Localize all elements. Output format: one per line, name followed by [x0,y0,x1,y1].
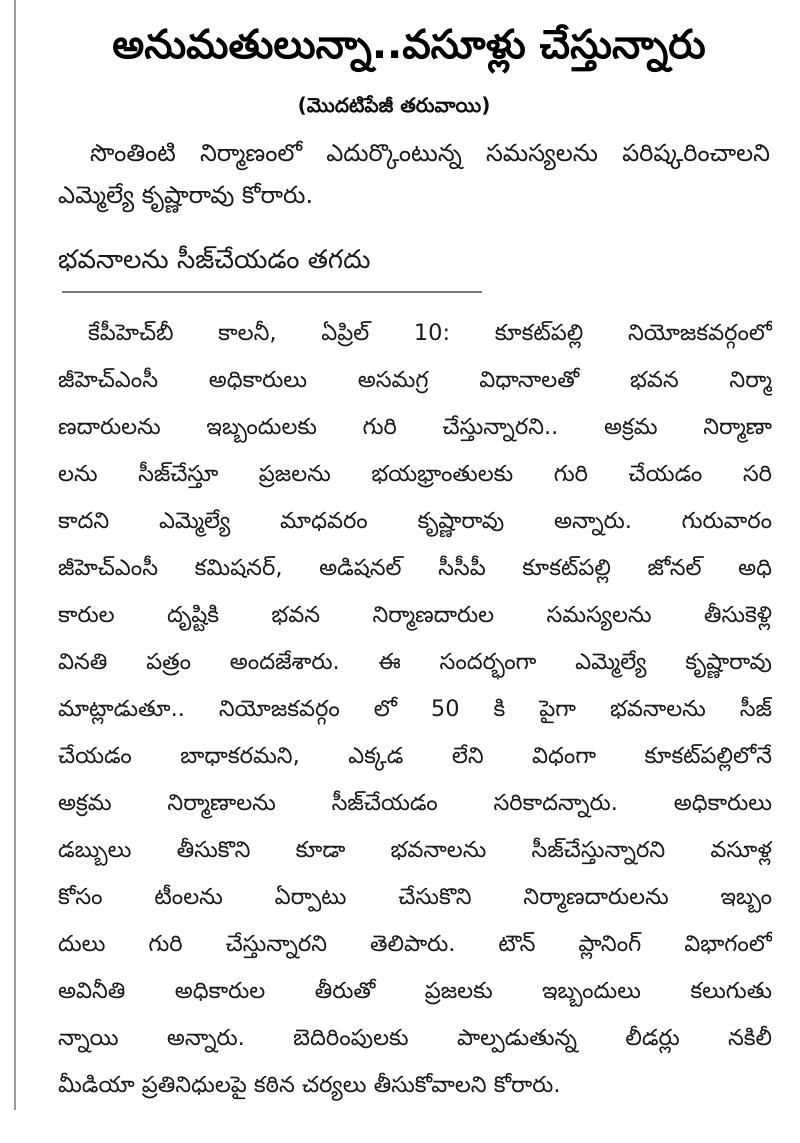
body-line: లను సీజ్‌చేస్తూ ప్రజలను భయభ్రాంతులకు గురి చేయడం సరి [58,461,772,487]
body-line: డబ్బులు తీసుకొని కూడా భవనాలను సీజ్‌చేస్తున్నారని వసూళ్ల [58,837,772,863]
body-line: మీడియా ప్రతినిధులపై కఠిన చర్యలు తీసుకోవాలని కోరారు. [58,1072,561,1098]
body-line: జీహెచ్‌ఎంసీ అధికారులు అసమగ్ర విధానాలతో భవన నిర్మా [58,367,772,393]
headline: అనుమతులున్నా..వసూళ్లు చేస్తున్నారు [112,22,706,68]
body-line: కోసం టీంలను ఏర్పాటు చేసుకొని నిర్మాణదారులను ఇబ్బం [58,884,772,910]
body-line: కాదని ఎమ్మెల్యే మాధవరం కృష్ణారావు అన్నారు. గురువారం [58,508,772,534]
article-body [58,310,772,1109]
body-line: న్నాయి అన్నారు. బెదిరింపులకు పాల్పడుతున్న లీడర్లు నకిలీ [58,1025,772,1051]
intro-text: సొంతింటి నిర్మాణంలో ఎదుర్కొంటున్న సమస్యలను పరిష్కరించాలని ఎమ్మెల్యే కృష్ణారావు కోరారు. [58,139,770,209]
body-line: జీహెచ్‌ఎంసీ కమిషనర్‌, అడిషనల్‌ సీసీపీ కూకట్‌పల్లి జోనల్‌ అధి [58,555,772,581]
body-line: ణదారులను ఇబ్బందులకు గురి చేస్తున్నారని.. అక్రమ నిర్మాణా [58,414,772,440]
body-line: అవినీతి అధికారుల తీరుతో ప్రజలకు ఇబ్బందులు కలుగుతు [58,978,772,1004]
body-line: దులు గురి చేస్తున్నారని తెలిపారు. టౌన్‌ ప్లానింగ్‌ విభాగంలో [58,931,772,957]
body-line: కారుల దృష్టికి భవన నిర్మాణదారుల సమస్యలను తీసుకెళ్లి [58,602,772,628]
body-line: వినతి పత్రం అందజేశారు. ఈ సందర్భంగా ఎమ్మెల్యే కృష్ణారావు [58,649,772,675]
column-divider-line [14,0,16,1110]
body-line: కేపీహెచ్‌బీ కాలనీ, ఏప్రిల్‌ 10: కూకట్‌పల్లి నియోజకవర్గంలో [88,320,772,346]
continued-from-front-page-note: (మొదటిపేజీ తరువాయి) [297,93,491,117]
body-line: మాట్లాడుతూ.. నియోజకవర్గం లో 50 కి పైగా భవనాలను సీజ్‌ [58,696,772,722]
body-line: అక్రమ నిర్మాణాలను సీజ్‌చేయడం సరికాదన్నారు. అధికారులు [58,790,772,816]
subheadline: భవనాలను సీజ్‌చేయడం తగదు [58,245,371,275]
subheadline-underline [62,291,482,293]
body-line: చేయడం బాధాకరమని, ఎక్కడ లేని విధంగా కూకట్‌పల్లిలోనే [58,743,772,769]
intro-paragraph [58,132,770,216]
